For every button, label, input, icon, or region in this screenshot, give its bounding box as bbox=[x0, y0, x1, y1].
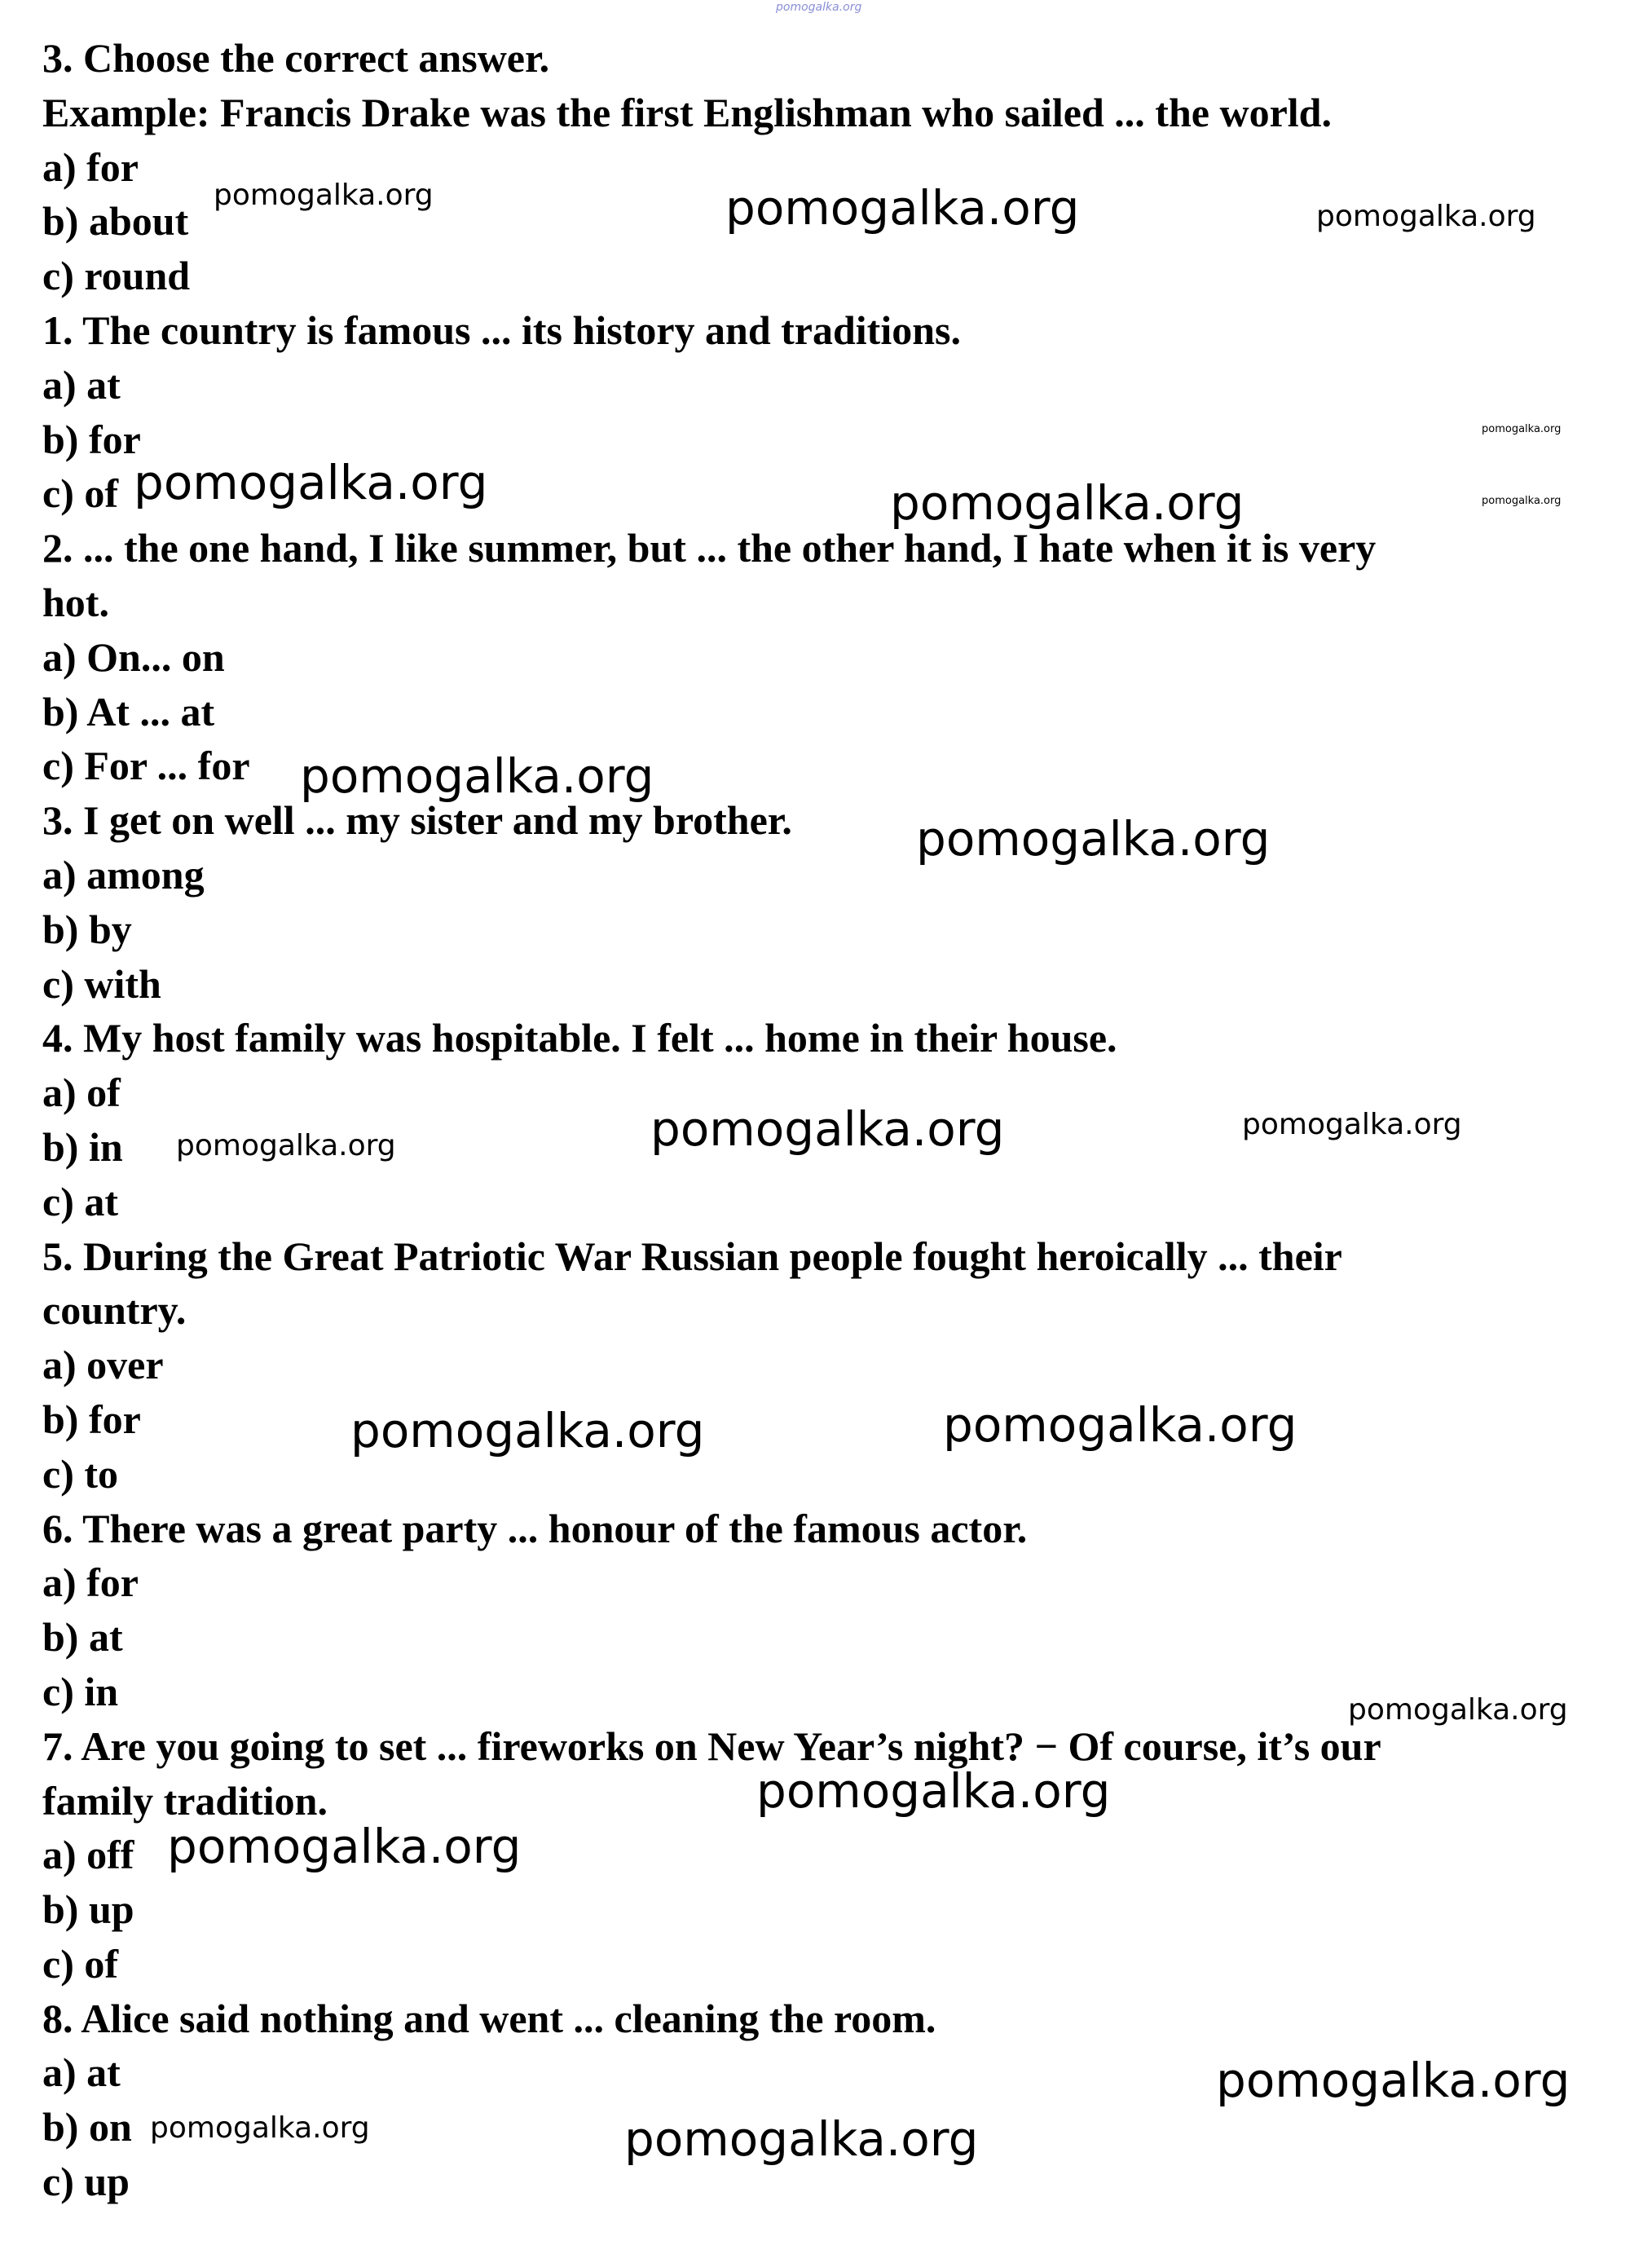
question-8-option-b: b) on bbox=[42, 2104, 132, 2150]
question-4-option-c: c) at bbox=[42, 1178, 118, 1224]
watermark: pomogalka.org bbox=[916, 811, 1271, 867]
question-3-option-a: a) among bbox=[42, 851, 205, 898]
watermark: pomogalka.org bbox=[1482, 423, 1562, 435]
question-6-option-a: a) for bbox=[42, 1559, 139, 1606]
question-5-option-b: b) for bbox=[42, 1396, 141, 1442]
question-2: 2. ... the one hand, I like summer, but ... the other hand, I hate when it is very bbox=[42, 525, 1377, 571]
question-1-option-b: b) for bbox=[42, 416, 141, 462]
watermark: pomogalka.org bbox=[214, 179, 434, 212]
example-option-c: c) round bbox=[42, 253, 191, 299]
question-4: 4. My host family was hospitable. I felt ... home in their house. bbox=[42, 1015, 1117, 1061]
watermark: pomogalka.org bbox=[167, 1819, 522, 1874]
watermark: pomogalka.org bbox=[300, 748, 654, 804]
question-2-continued: hot. bbox=[42, 579, 109, 625]
question-1: 1. The country is famous ... its history and traditions. bbox=[42, 307, 961, 353]
watermark: pomogalka.org bbox=[350, 1403, 705, 1458]
watermark: pomogalka.org bbox=[1216, 2053, 1571, 2108]
question-6-option-b: b) at bbox=[42, 1614, 123, 1661]
question-5-continued: country. bbox=[42, 1287, 187, 1334]
watermark: pomogalka.org bbox=[890, 475, 1245, 531]
question-5: 5. During the Great Patriotic War Russian people fought heroically ... their bbox=[42, 1233, 1342, 1279]
question-1-option-c: c) of bbox=[42, 470, 118, 517]
question-8-option-a: a) at bbox=[42, 2049, 121, 2096]
question-5-option-a: a) over bbox=[42, 1342, 164, 1388]
question-8-option-c: c) up bbox=[42, 2159, 130, 2205]
watermark: pomogalka.org bbox=[176, 1129, 396, 1162]
question-4-option-a: a) of bbox=[42, 1070, 121, 1116]
question-7-option-c: c) of bbox=[42, 1940, 118, 1987]
watermark: pomogalka.org bbox=[624, 2111, 979, 2167]
example-option-a: a) for bbox=[42, 143, 139, 190]
watermark: pomogalka.org bbox=[1242, 1108, 1462, 1141]
question-8: 8. Alice said nothing and went ... cleaning the room. bbox=[42, 1995, 936, 2041]
example-option-b: b) about bbox=[42, 198, 189, 245]
question-7-continued: family tradition. bbox=[42, 1777, 328, 1824]
watermark: pomogalka.org bbox=[134, 455, 488, 510]
watermark: pomogalka.org bbox=[725, 180, 1080, 236]
question-2-option-c: c) For ... for bbox=[42, 743, 250, 789]
watermark: pomogalka.org bbox=[650, 1101, 1005, 1157]
watermark: pomogalka.org bbox=[1482, 495, 1562, 507]
example-question: Example: Francis Drake was the first Englishman who sailed ... the world. bbox=[42, 89, 1332, 135]
question-3-option-c: c) with bbox=[42, 960, 161, 1007]
question-3: 3. I get on well ... my sister and my brother. bbox=[42, 797, 792, 844]
exercise-title: 3. Choose the correct answer. bbox=[42, 35, 550, 81]
question-2-option-b: b) At ... at bbox=[42, 688, 215, 734]
watermark: pomogalka.org bbox=[1348, 1693, 1568, 1727]
watermark: pomogalka.org bbox=[943, 1397, 1297, 1453]
question-3-option-b: b) by bbox=[42, 906, 132, 952]
question-6-option-c: c) in bbox=[42, 1668, 119, 1714]
watermark: pomogalka.org bbox=[1316, 200, 1536, 233]
question-6: 6. There was a great party ... honour of the famous actor. bbox=[42, 1505, 1028, 1551]
question-5-option-c: c) to bbox=[42, 1450, 118, 1497]
question-7-option-a: a) off bbox=[42, 1832, 134, 1878]
watermark: pomogalka.org bbox=[756, 1763, 1111, 1819]
question-7-option-b: b) up bbox=[42, 1886, 134, 1933]
question-4-option-b: b) in bbox=[42, 1123, 123, 1170]
watermark: pomogalka.org bbox=[150, 2111, 370, 2145]
question-1-option-a: a) at bbox=[42, 361, 121, 408]
question-7: 7. Are you going to set ... fireworks on New Year’s night? − Of course, it’s our bbox=[42, 1722, 1381, 1769]
header-watermark: pomogalka.org bbox=[776, 1, 862, 14]
question-2-option-a: a) On... on bbox=[42, 633, 225, 680]
